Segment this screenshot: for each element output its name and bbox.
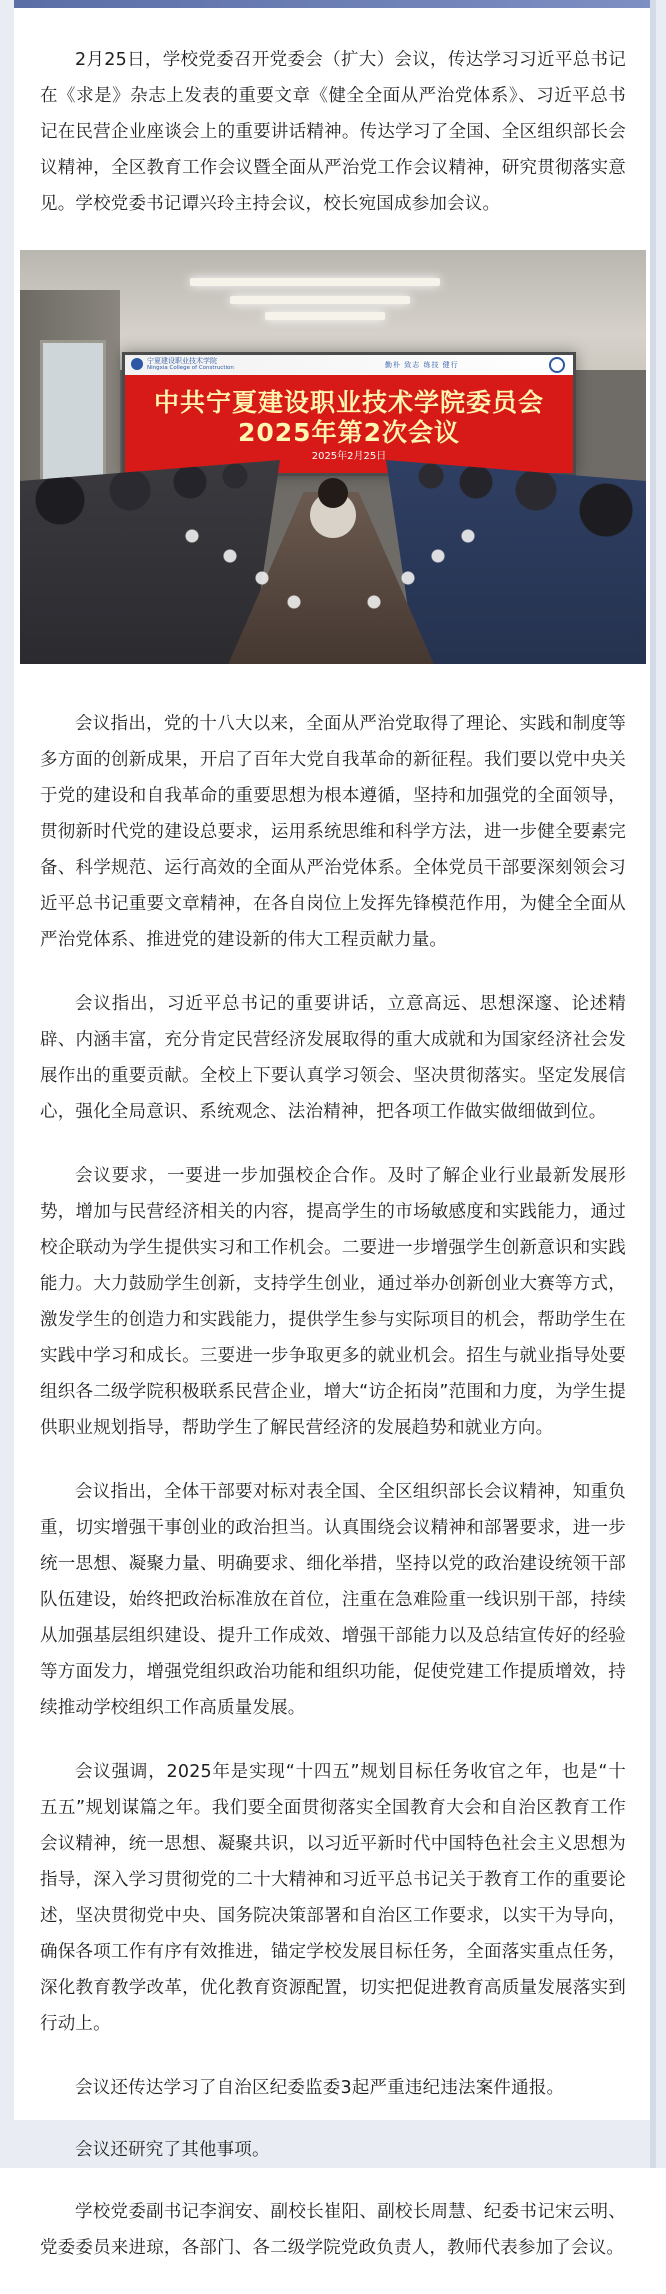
tea-cups xyxy=(176,520,488,660)
banner-date: 2025年2月25日 xyxy=(311,451,387,462)
ceiling-light xyxy=(230,296,410,304)
paragraph-intro: 2月25日，学校党委召开党委会（扩大）会议，传达学习习近平总书记在《求是》杂志上发表的重要文章《健全全面从严治党体系》、习近平总书记在民营企业座谈会上的重要讲话精神。传达学习了全国、全区组织部长会议精神，全区教育工作会议暨全面从严治党工作会议精神，研究贯彻落实意见。学校党委书记谭兴玲主持会议，校长宛国成参加会议。 xyxy=(40,50,626,214)
banner-motto: 勤朴 致志 练技 健行 xyxy=(385,361,459,369)
ceiling-light xyxy=(265,312,385,320)
paragraph-4: 会议要求，一要进一步加强校企合作。及时了解企业行业最新发展形势，增加与民营经济相关的内容，提高学生的市场敏感度和实践能力，通过校企联动为学生提供实习和工作机会。二要进一步增强学生创新意识和实践能力。大力鼓励学生创新，支持学生创业，通过举办创新创业大赛等方式，激发学生的创造力和实践能力，提供学生参与实际项目的机会，帮助学生在实践中学习和成长。三要进一步争取更多的就业机会。招生与就业指导处要组织各二级学院积极联系民营企业，增大“访企拓岗”范围和力度，为学生提供职业规划指导，帮助学生了解民营经济的发展趋势和就业方向。 xyxy=(40,1166,626,1438)
paragraph-5: 会议指出，全体干部要对标对表全国、全区组织部长会议精神，知重负重，切实增强干事创业的政治担当。认真围绕会议精神和部署要求，进一步统一思想、凝聚力量、明确要求、细化举措，坚持以党的政治建设统领干部队伍建设，始终把政治标准放在首位，注重在急难险重一线识别干部，持续从加强基层组织建设、提升工作成效、增强干部能力以及总结宣传好的经验等方面发力，增强党组织政治功能和组织功能，促使党建工作提质增效，持续推动学校组织工作高质量发展。 xyxy=(40,1482,626,1718)
paragraph-7: 会议还传达学习了自治区纪委监委3起严重违纪违法案件通报。 xyxy=(75,2078,565,2098)
paragraph-2: 会议指出，党的十八大以来，全面从严治党取得了理论、实践和制度等多方面的创新成果，开启了百年大党自我革命的新征程。我们要以党中央关于党的建设和自我革命的重要思想为根本遵循，坚持和加强党的全面领导，贯彻新时代党的建设总要求，运用系统思维和科学方法，进一步健全要素完备、科学规范、运行高效的全面从严治党体系。全体党员干部要深刻领会习近平总书记重要文章精神，在各自岗位上发挥先锋模范作用，为健全全面从严治党体系、推进党的建设新的伟大工程贡献力量。 xyxy=(40,714,626,950)
paragraph-attendees: 学校党委副书记李润安、副校长崔阳、副校长周慧、纪委书记宋云明、党委委员来进琼，各部门、各二级学院党政负责人，教师代表参加了会议。 xyxy=(40,2202,626,2258)
top-accent-bar xyxy=(14,0,652,8)
banner-header xyxy=(125,355,573,375)
presiding-person xyxy=(318,478,348,508)
banner-title: 中共宁夏建设职业技术学院委员会 xyxy=(153,388,544,417)
article-content xyxy=(40,42,626,2294)
paragraph-6: 会议强调，2025年是实现“十四五”规划目标任务收官之年，也是“十五五”规划谋篇之年。我们要全面贯彻落实全国教育大会和自治区教育工作会议精神，统一思想、凝聚共识，以习近平新时代中国特色社会主义思想为指导，深入学习贯彻党的二十大精神和习近平总书记关于教育工作的重要论述，坚决贯彻党中央、国务院决策部署和自治区工作要求，以实干为导向，确保各项工作有序有效推进，锚定学校发展目标任务，全面落实重点任务，深化教育教学改革，优化教育资源配置，切实把促进教育高质量发展落实到行动上。 xyxy=(40,1762,626,2034)
ceiling-light xyxy=(190,278,440,286)
banner-school-name-en: Ningxia College of Construction xyxy=(147,365,234,371)
banner-subtitle: 2025年第2次会议 xyxy=(238,418,460,447)
paragraph-3: 会议指出，习近平总书记的重要讲话，立意高远、思想深邃、论述精辟、内涵丰富，充分肯定民营经济发展取得的重大成就和为国家经济社会发展作出的重要贡献。全校上下要认真学习领会、坚决贯彻落实。坚定发展信心，强化全局意识、系统观念、法治精神，把各项工作做实做细做到位。 xyxy=(40,994,626,1122)
banner-screen xyxy=(122,352,576,476)
photo-window xyxy=(40,340,106,496)
paragraph-8: 会议还研究了其他事项。 xyxy=(75,2140,270,2160)
emblem-icon xyxy=(549,357,565,373)
school-logo-icon xyxy=(131,358,143,370)
meeting-photo xyxy=(20,250,646,664)
banner-school-name: 宁夏建设职业技术学院 xyxy=(147,357,217,365)
right-border-strip xyxy=(650,0,656,2168)
